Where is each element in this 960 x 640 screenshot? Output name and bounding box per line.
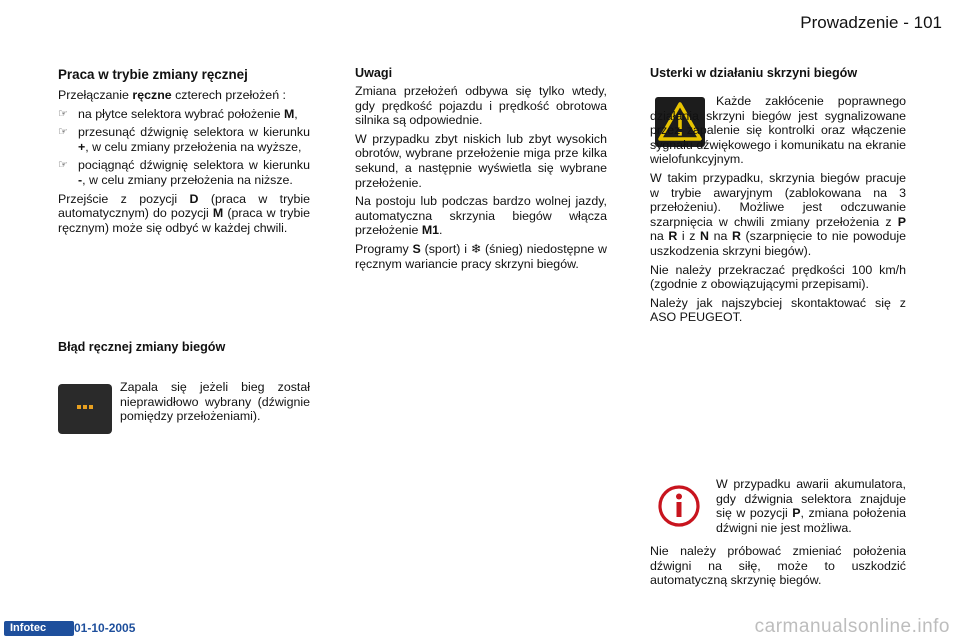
section-title-gearbox-faults: Usterki w działaniu skrzyni biegów <box>650 66 858 80</box>
transition-note: Przejście z pozycji D (praca w trybie automatycznym) do pozycji M (praca w trybie ręcznym) może się odbyć w każdej chwili. <box>58 191 310 235</box>
notes-paragraph: Na postoju lub podczas bardzo wolnej jazdy, automatyczna skrzynia biegów włącza przełożenie M1. <box>355 194 607 238</box>
pointing-hand-icon: ☞ <box>58 159 68 172</box>
fault-paragraph: W takim przypadku, skrzynia biegów pracuje w trybie awaryjnym (zablokowana na 3 przełożeniu). Możliwe jest odczuwanie szarpnięcia w chwili zmiany przełożenia z P na R i z N na R (szarpnięcie to nie powoduje uszkodzenia skrzyni biegów). <box>650 170 906 258</box>
fault-paragraph: Nie należy przekraczać prędkości 100 km/h (zgodnie z obowiązującymi przepisami). <box>650 262 906 292</box>
section-title-shift-error: Błąd ręcznej zmiany biegów <box>58 340 226 354</box>
footer-date: 01-10-2005 <box>74 621 136 635</box>
info-circle-icon <box>657 484 701 528</box>
notes-paragraph: Programy S (sport) i ❄ (śnieg) niedostępne w ręcznym wariancie pracy skrzyni biegów. <box>355 241 607 271</box>
battery-failure-text: W przypadku awarii akumulatora, gdy dźwignia selektora znajduje się w pozycji P, zmiana położenia dźwigni nie jest możliwa. <box>716 477 906 535</box>
section-title-manual-mode: Praca w trybie zmiany ręcznej <box>58 67 248 82</box>
pointing-hand-icon: ☞ <box>58 107 68 120</box>
left-column <box>58 66 310 239</box>
page-title: Prowadzenie - 101 <box>800 13 942 32</box>
shift-error-text: Zapala się jeżeli bieg został nieprawidłowo wybrany (dźwignie pomiędzy przełożeniami). <box>120 380 310 424</box>
warning-text: Każde zakłócenie poprawnego działania skrzyni biegów jest sygnalizowane przez zapalenie się kontrolki oraz włączenie sygnału dźwiękowego i komunikatu na ekranie wielofunkcyjnym. <box>650 94 906 167</box>
watermark: carmanualsonline.info <box>754 616 950 637</box>
right-column <box>650 94 906 329</box>
pointing-hand-icon: ☞ <box>58 126 68 139</box>
notes-paragraph: W przypadku zbyt niskich lub zbyt wysokich obrotów, wybrane przełożenie miga prze kilka sekund, a następnie wyświetla się wybrane przełożenie. <box>355 131 607 190</box>
fault-paragraph: Należy jak najszybciej skontaktować się z ASO PEUGEOT. <box>650 295 906 325</box>
notes-paragraph: Zmiana przełożeń odbywa się tylko wtedy, gdy prędkość pojazdu i prędkość obrotowa silnika są odpowiednie. <box>355 84 607 128</box>
section-title-notes: Uwagi <box>355 66 393 80</box>
list-item: ☞ na płytce selektora wybrać położenie M, <box>58 106 298 121</box>
list-item: ☞ przesunąć dźwignię selektora w kierunku +, w celu zmiany przełożenia na wyższe, <box>58 125 310 154</box>
manual-mode-intro: Przełączanie ręczne czterech przełożeń : <box>58 88 286 102</box>
footer-badge: Infotec <box>4 621 74 636</box>
gearbox-fault-icon <box>58 384 112 434</box>
manual-mode-steps <box>58 107 310 188</box>
list-item: ☞ pociągnąć dźwignię selektora w kierunku -, w celu zmiany przełożenia na niższe. <box>58 158 310 187</box>
force-warning-text: Nie należy próbować zmieniać położenia dźwigni na siłę, może to uszkodzić automatyczną skrzynię biegów. <box>650 544 906 588</box>
snowflake-icon: ❄ <box>470 241 482 256</box>
middle-column <box>355 66 607 275</box>
